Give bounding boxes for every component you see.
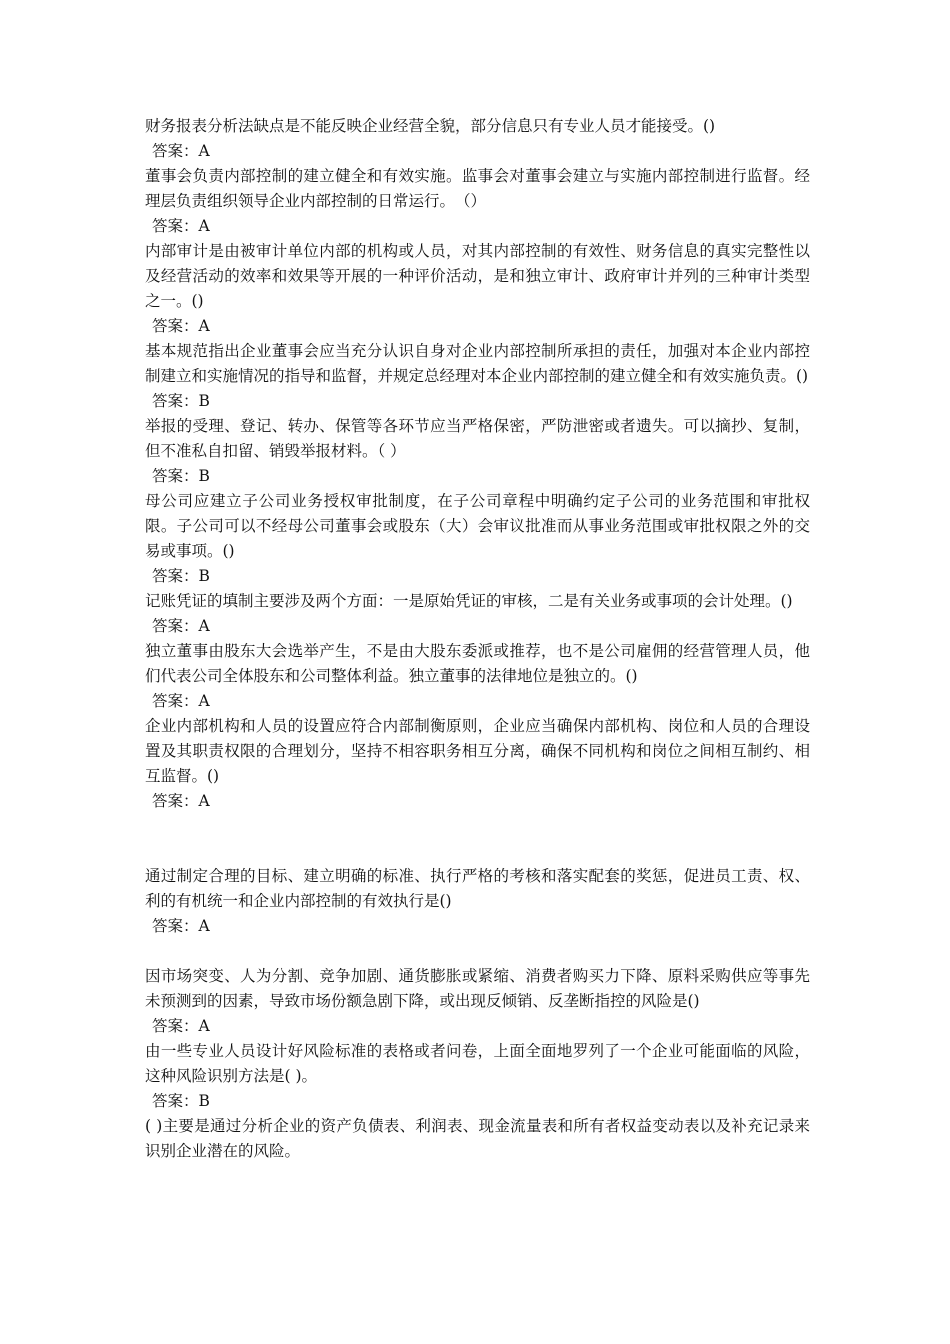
answer-text: 答案：A: [152, 317, 210, 335]
question-list: [145, 114, 810, 1164]
question-text: 通过制定合理的目标、建立明确的标准、执行严格的考核和落实配套的奖惩，促进员工责、权、利的有机统一和企业内部控制的有效执行是(): [145, 867, 810, 910]
blank-spacer: [145, 814, 810, 864]
question-text: 内部审计是由被审计单位内部的机构或人员，对其内部控制的有效性、财务信息的真实完整性以及经营活动的效率和效果等开展的一种评价活动，是和独立审计、政府审计并列的三种审计类型之一。(): [145, 242, 810, 310]
blank-spacer: [145, 939, 810, 964]
question-text: 举报的受理、登记、转办、保管等各环节应当严格保密，严防泄密或者遗失。可以摘抄、复制，但不准私自扣留、销毁举报材料。（ ）: [145, 417, 810, 460]
answer-text: 答案：B: [152, 1092, 210, 1110]
answer-text: 答案：A: [152, 692, 210, 710]
question-text: 基本规范指出企业董事会应当充分认识自身对企业内部控制所承担的责任，加强对本企业内部控制建立和实施情况的指导和监督，并规定总经理对本企业内部控制的建立健全和有效实施负责。(): [145, 342, 810, 385]
question-text: 独立董事由股东大会选举产生，不是由大股东委派或推荐，也不是公司雇佣的经营管理人员，他们代表公司全体股东和公司整体利益。独立董事的法律地位是独立的。(): [145, 642, 810, 685]
answer-text: 答案：A: [152, 142, 210, 160]
question-text: 因市场突变、人为分割、竞争加剧、通货膨胀或紧缩、消费者购买力下降、原料采购供应等事先未预测到的因素，导致市场份额急剧下降，或出现反倾销、反垄断指控的风险是(): [145, 967, 810, 1010]
answer-text: 答案：A: [152, 917, 210, 935]
answer-text: 答案：B: [152, 567, 210, 585]
answer-text: 答案：B: [152, 467, 210, 485]
question-text: 企业内部机构和人员的设置应符合内部制衡原则，企业应当确保内部机构、岗位和人员的合理设置及其职责权限的合理划分，坚持不相容职务相互分离，确保不同机构和岗位之间相互制约、相互监督。(): [145, 717, 810, 785]
question-text: 董事会负责内部控制的建立健全和有效实施。监事会对董事会建立与实施内部控制进行监督。经理层负责组织领导企业内部控制的日常运行。 （）: [145, 167, 810, 210]
question-text: 由一些专业人员设计好风险标准的表格或者问卷，上面全面地罗列了一个企业可能面临的风险，这种风险识别方法是( )。: [145, 1042, 810, 1085]
answer-text: 答案：A: [152, 217, 210, 235]
question-text: 母公司应建立子公司业务授权审批制度，在子公司章程中明确约定子公司的业务范围和审批权限。子公司可以不经母公司董事会或股东（大）会审议批准而从事业务范围或审批权限之外的交易或事项。(): [145, 492, 810, 560]
answer-text: 答案：A: [152, 792, 210, 810]
answer-text: 答案：A: [152, 617, 210, 635]
question-text: 财务报表分析法缺点是不能反映企业经营全貌，部分信息只有专业人员才能接受。(): [145, 117, 716, 135]
question-text: ( )主要是通过分析企业的资产负债表、利润表、现金流量表和所有者权益变动表以及补充记录来识别企业潜在的风险。: [145, 1117, 810, 1160]
answer-text: 答案：A: [152, 1017, 210, 1035]
question-text: 记账凭证的填制主要涉及两个方面：一是原始凭证的审核，二是有关业务或事项的会计处理。(): [145, 592, 793, 610]
answer-text: 答案：B: [152, 392, 210, 410]
